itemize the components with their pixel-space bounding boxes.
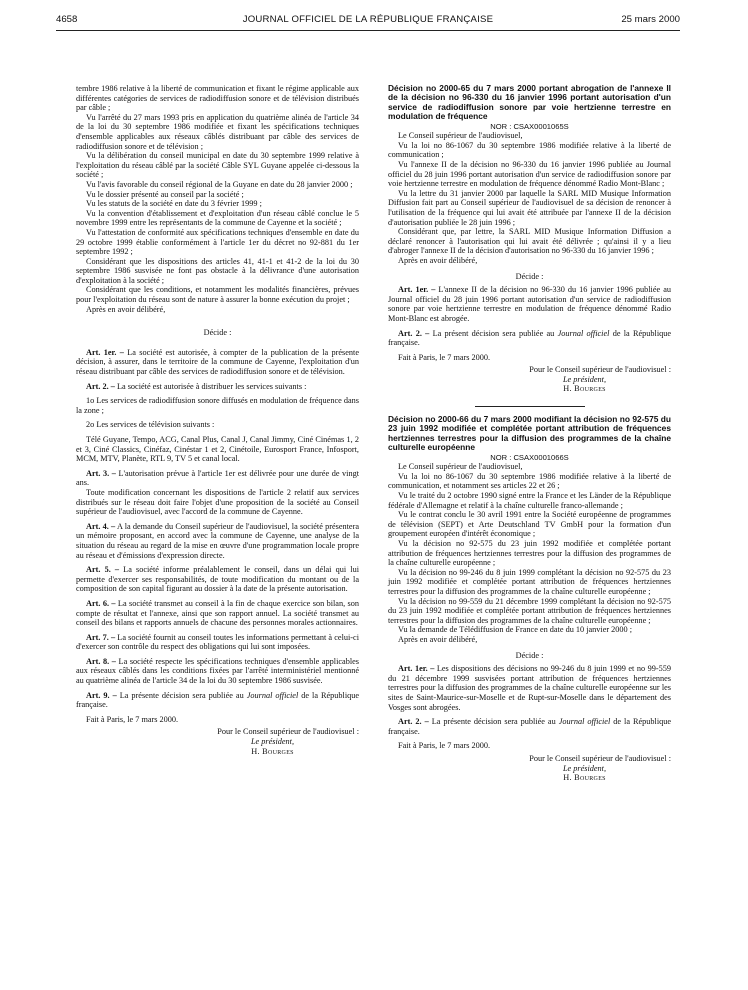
article [76,348,359,377]
article-text: de la République française. [76,690,360,710]
article [76,382,359,392]
paragraph: Vu l'attestation de conformité aux spécifications techniques d'ensemble en date du 29 octobre 1999 établie conformément à l'article 1er du décret no 92-881 du 1er septembre 1992 ; [76,227,359,257]
paragraph: Vu le contrat conclu le 30 avril 1991 entre la Société européenne de programmes de télévision (SEPT) et Arte Deutschland TV GmbH pour la formation d'un groupement européen d'intérêt économique ; [388,510,671,539]
article [388,285,671,323]
signature-for: Pour le Conseil supérieur de l'audiovisuel : [529,753,671,763]
paragraph: Vu la convention d'établissement et d'exploitation d'un réseau câblé conclue le 5 novembre 1999 entre les représentants de la commune de Cayenne et la société ; [76,208,359,228]
article-text: L'annexe II de la décision no 96-330 du 16 janvier 1996 publiée au Journal officiel du 28 juin 1996 portant autorisation d'un service de radiodiffusion sonore par voie hertzienne terrestre en modulation de fréquence dénommé Radio Mont-Blanc est abrogée. [388,285,671,323]
article-text: A la demande du Conseil supérieur de l'audiovisuel, la société présentera un mémoire proposant, en accord avec la commune de Cayenne, une analyse de la situation du réseau au regard de la mise en œuvre d'une programmation locale propre au réseau et d'émissions d'expression directe. [76,521,359,560]
nor-reference: NOR : CSAX0001065S [490,121,569,131]
article-text: de la République française. [388,328,672,348]
article-text: Les dispositions des décisions no 99-246 du 8 juin 1999 et no 99-559 du 21 décembre 1999 susvisées portant attribution de fréquences hertziennes terrestres pour la diffusion des programmes de la chaîne culturelle européenne sur les sites de Saint-Maurice-sur-Moselle et de Rupt-sur-Moselle dans le département des Vosges sont abrogées. [388,664,671,712]
article [388,717,671,736]
article-label: Art. 8. – [86,656,116,666]
nor-reference: NOR : CSAX0001066S [490,452,569,462]
article [76,633,359,652]
issue-date: 25 mars 2000 [621,14,680,25]
page-number: 4658 [56,14,78,25]
done-line: Fait à Paris, le 7 mars 2000. [398,741,491,751]
article-text: de la République française. [388,717,672,736]
paragraph: Vu le dossier présenté au conseil par la société ; [86,189,244,199]
signature-role: Le président, [562,763,607,773]
paragraph: Toute modification concernant les dispositions de l'article 2 relatif aux services distribués sur le réseau doit faire l'objet d'une proposition de la société au Conseil supérieur de l'audiovisuel, avec l'accord de la commune de Cayenne. [76,487,359,517]
article-label: Art. 9. – [86,690,117,700]
article-label: Art. 6. – [86,598,116,608]
paragraph: Le Conseil supérieur de l'audiovisuel, [398,131,523,141]
article-label: Art. 2. – [398,717,429,727]
paragraph: Le Conseil supérieur de l'audiovisuel, [398,462,523,472]
paragraph: Vu l'arrêté du 27 mars 1993 pris en application du quatrième alinéa de l'article 34 de la loi du 30 septembre 1986 modifiée et fixant les spécifications techniques d'ensemble applicables aux réseaux câblés distribuant par câble des services de radiodiffusion sonore et de télévision ; [76,112,359,151]
paragraph: Après en avoir délibéré, [86,304,166,314]
paragraph: Vu la loi no 86-1067 du 30 septembre 1986 modifiée relative à la liberté de communication ; [388,140,671,160]
article-text: La présent décision sera publiée au [432,328,558,338]
article [76,599,359,628]
article-label: Art. 1er. – [398,664,435,674]
paragraph: Après en avoir délibéré, [398,634,478,644]
signature-for: Pour le Conseil supérieur de l'audiovisuel : [217,727,359,737]
decision-title: Décision no 2000-65 du 7 mars 2000 portant abrogation de l'annexe II de la décision no 96-330 du 16 janvier 1996 portant autorisation d'un service de radiodiffusion sonore par voie hertzienne terrestre en modulation de fréquence [388,83,671,122]
paragraph: Considérant que les conditions, et notamment les modalités financières, prévues pour l'exploitation du réseau sont de nature à assurer la bonne exécution du projet ; [76,285,359,305]
decide-heading: Décide : [515,650,544,660]
paragraph: Vu la décision no 99-246 du 8 juin 1999 complétant la décision no 92-575 du 23 juin 1992 modifiée et complétée portant attribution de fréquences hertziennes terrestres pour la diffusion des programmes de la chaîne culturelle européenne ; [388,567,671,596]
signature-role: Le président, [250,737,295,747]
page-header [56,13,680,29]
signature-name: H. Bourges [563,384,606,394]
article-label: Art. 4. – [86,521,116,531]
paragraph: Considérant que les dispositions des articles 41, 41-1 et 41-2 de la loi du 30 septembre 1986 susvisée ne font pas obstacle à la délivrance d'une autorisation d'exploitation à la société ; [76,256,359,285]
article-text: La société fournit au conseil toutes les informations permettant à celui-ci d'exercer son contrôle du respect des obligations qui lui sont imposées. [76,632,360,652]
list-item: Télé Guyane, Tempo, ACG, Canal Plus, Canal J, Canal Jimmy, Ciné Cinémas 1, 2 et 3, Ciné Classics, Cinéfaz, Cinéstar 1 et 2, Cinétoile, Eurosport France, Infosport, MCM, MTV, Planète, RTL 9, TV 5 et canal local. [76,435,359,464]
article [76,522,359,560]
left-column [76,84,359,756]
article [76,691,359,710]
paragraph: Vu la loi no 86-1067 du 30 septembre 1986 modifiée relative à la liberté de communication, et notamment ses articles 22 et 26 ; [388,471,671,491]
article [388,329,671,348]
paragraph: Vu la délibération du conseil municipal en date du 30 septembre 1999 relative à l'exploitation du réseau câblé par la société Câble SYL Guyane appelée ci-dessous la société ; [76,151,359,180]
article-text: L'autorisation prévue à l'article 1er est délivrée pour une durée de vingt ans. [76,468,360,488]
journal-name: Journal officiel [246,690,299,700]
article-text: La présente décision sera publiée au [431,717,559,727]
article-text: La société informe préalablement le conseil, dans un délai qui lui permette d'exercer ses responsabilités, de toute modification du montant ou de la composition de son capital figurant au dossier à la date de la présente autorisation. [76,565,359,594]
article-label: Art. 5. – [86,565,120,575]
decide-heading: Décide : [203,328,232,338]
article-text: La société respecte les spécifications techniques d'ensemble applicables aux réseaux câblés dans les conditions fixées par l'arrêté interministériel mentionné au quatrième alinéa de l'article 34 de la loi du 30 septembre 1986 susvisée. [76,656,359,686]
article [76,657,359,686]
decide-heading: Décide : [515,271,544,281]
done-line: Fait à Paris, le 7 mars 2000. [398,352,491,362]
article-text: La société est autorisée, à compter de la publication de la présente décision, à assurer, dans le territoire de la commune de Cayenne, l'exploitation d'un réseau distribuant par câble des services de radiodiffusion sonore et de télévision. [76,347,360,377]
article-text: La présente décision sera publiée au [119,690,247,700]
paragraph: Vu la lettre du 31 janvier 2000 par laquelle la SARL MID Musique Information Diffusion fait part au Conseil supérieur de l'audiovisuel de sa décision de renoncer à l'utilisation de la fréquence qui lui avait été attribuée par l'annexe II de la décision d'autorisation publiée le 28 juin 1996 ; [388,188,671,227]
paragraph: Vu la décision no 92-575 du 23 juin 1992 modifiée et complétée portant attribution de fréquences hertziennes terrestres pour la diffusion des programmes de la chaîne culturelle européenne ; [388,539,671,568]
done-line: Fait à Paris, le 7 mars 2000. [86,714,179,724]
section-divider [475,406,585,407]
paragraph: Considérant que, par lettre, la SARL MID Musique Information Diffusion a déclaré renoncer à l'autorisation qui lui avait été délivrée ; qu'ainsi il y a lieu d'abroger l'annexe II de la décision d'autorisation no 96-330 du 16 janvier 1996 ; [388,227,671,256]
paragraph: tembre 1986 relative à la liberté de communication et fixant le régime applicable aux différentes catégories de services de radiodiffusion sonore et de télévision distribués par câble ; [76,84,359,113]
journal-name: Journal officiel [558,717,611,727]
paragraph: Vu l'avis favorable du conseil régional de la Guyane en date du 28 janvier 2000 ; [86,179,353,189]
signature-block [388,365,671,394]
paragraph: Après en avoir délibéré, [398,255,478,265]
article-label: Art. 7. – [86,632,116,642]
signature-block [76,727,359,756]
paragraph: Vu les statuts de la société en date du 3 février 1999 ; [86,199,262,209]
paragraph: Vu l'annexe II de la décision no 96-330 du 16 janvier 1996 publiée au Journal officiel du 28 juin 1996 portant autorisation d'un service de radiodiffusion sonore par voie hertzienne terrestre en modulation de fréquence dénommé Radio Mont-Blanc ; [388,160,671,189]
right-column [388,84,671,783]
article-label: Art. 1er. – [86,347,124,357]
article [388,664,671,712]
article [76,565,359,594]
journal-title: JOURNAL OFFICIEL DE LA RÉPUBLIQUE FRANÇAISE [242,14,494,25]
paragraph: Vu la décision no 99-559 du 21 décembre 1999 complétant la décision no 92-575 du 23 juin 1992 modifiée et complétée portant attribution de fréquences hertziennes terrestres pour la diffusion des programmes de la chaîne culturelle européenne ; [388,596,671,625]
paragraph: Vu la demande de Télédiffusion de France en date du 10 janvier 2000 ; [398,625,633,635]
list-item: 1o Les services de radiodiffusion sonore diffusés en modulation de fréquence dans la zone ; [76,396,359,415]
paragraph: Vu le traité du 2 octobre 1990 signé entre la France et les Länder de la République fédérale d'Allemagne et relatif à la chaîne culturelle franco-allemande ; [388,491,671,510]
signature-block [388,754,671,783]
article-text: La société est autorisée à distribuer les services suivants : [116,381,307,391]
list-item: 2o Les services de télévision suivants : [86,420,215,430]
header-rule [56,30,680,31]
signature-for: Pour le Conseil supérieur de l'audiovisuel : [529,365,671,375]
journal-name: Journal officiel [557,328,610,338]
decision-title: Décision no 2000-66 du 7 mars 2000 modifiant la décision no 92-575 du 23 juin 1992 modifiée et complétée portant attribution de fréquences hertziennes terrestres pour la diffusion des programmes de la chaîne culturelle européenne [388,414,671,453]
article [76,469,359,488]
signature-role: Le président, [562,374,607,384]
signature-name: H. Bourges [563,773,606,783]
article-label: Art. 1er. – [398,285,436,295]
article-label: Art. 2. – [86,381,115,391]
signature-name: H. Bourges [251,746,294,756]
article-label: Art. 3. – [86,468,116,478]
article-text: La société transmet au conseil à la fin de chaque exercice son bilan, son compte de résultat et l'annexe, ainsi que son rapport annuel. La société transmet au conseil des bilans et rapports annuels de chacune des personnes morales actionnaires. [76,598,359,628]
article-label: Art. 2. – [398,328,430,338]
